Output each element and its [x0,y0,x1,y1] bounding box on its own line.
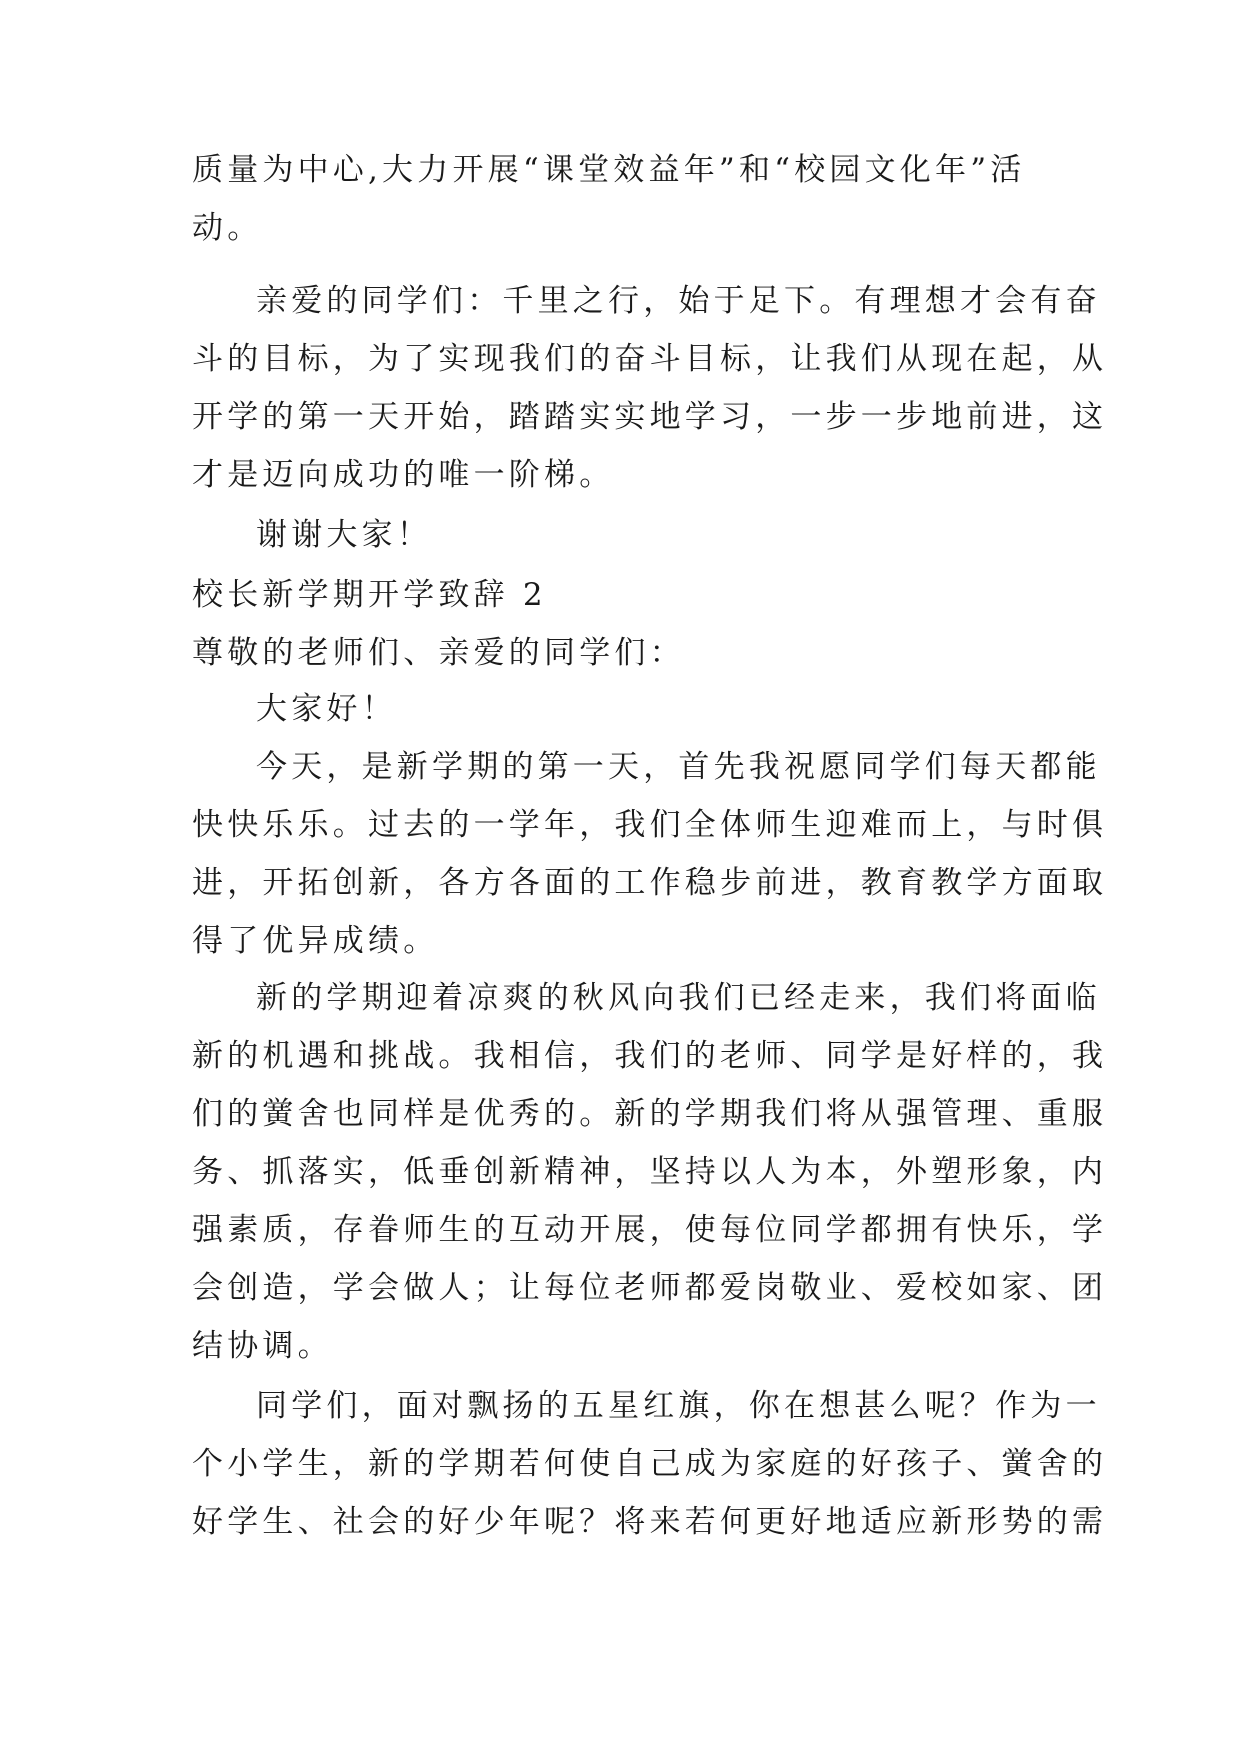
text-line: 务、抓落实，低垂创新精神，坚持以人为本，外塑形象，内 [192,1154,1108,1190]
section-title: 校长新学期开学致辞 2 [192,577,547,613]
text-line: 会创造，学会做人；让每位老师都爱岗敬业、爱校如家、团 [192,1270,1108,1306]
paragraph-first-line: 谢谢大家！ [256,517,432,553]
text-line: 们的黉舍也同样是优秀的。新的学期我们将从强管理、重服 [192,1096,1108,1132]
text-line: 斗的目标，为了实现我们的奋斗目标，让我们从现在起，从 [192,341,1108,377]
paragraph-first-line: 亲爱的同学们：千里之行，始于足下。有理想才会有奋 [256,283,1101,319]
text-line: 动。 [192,210,263,246]
text-line: 得了优异成绩。 [192,923,439,959]
text-line: 个小学生，新的学期若何使自己成为家庭的好孩子、黉舍的 [192,1446,1108,1482]
text-line: 结协调。 [192,1328,333,1364]
paragraph-first-line: 同学们，面对飘扬的五星红旗，你在想甚么呢？作为一 [256,1388,1101,1424]
paragraph-first-line: 今天，是新学期的第一天，首先我祝愿同学们每天都能 [256,749,1101,785]
text-line: 好学生、社会的好少年呢？将来若何更好地适应新形势的需 [192,1504,1108,1540]
paragraph-first-line: 大家好！ [256,691,397,727]
text-line: 才是迈向成功的唯一阶梯。 [192,457,615,493]
text-line: 新的机遇和挑战。我相信，我们的老师、同学是好样的，我 [192,1038,1108,1074]
text-line: 开学的第一天开始，踏踏实实地学习，一步一步地前进，这 [192,399,1108,435]
salutation: 尊敬的老师们、亲爱的同学们： [192,635,685,671]
text-line: 强素质，存眷师生的互动开展，使每位同学都拥有快乐，学 [192,1212,1108,1248]
text-line: 进，开拓创新，各方各面的工作稳步前进，教育教学方面取 [192,865,1108,901]
text-line: 质量为中心,大力开展“课堂效益年”和“校园文化年”活 [192,152,1026,188]
paragraph-first-line: 新的学期迎着凉爽的秋风向我们已经走来，我们将面临 [256,980,1101,1016]
text-line: 快快乐乐。过去的一学年，我们全体师生迎难而上，与时俱 [192,807,1108,843]
